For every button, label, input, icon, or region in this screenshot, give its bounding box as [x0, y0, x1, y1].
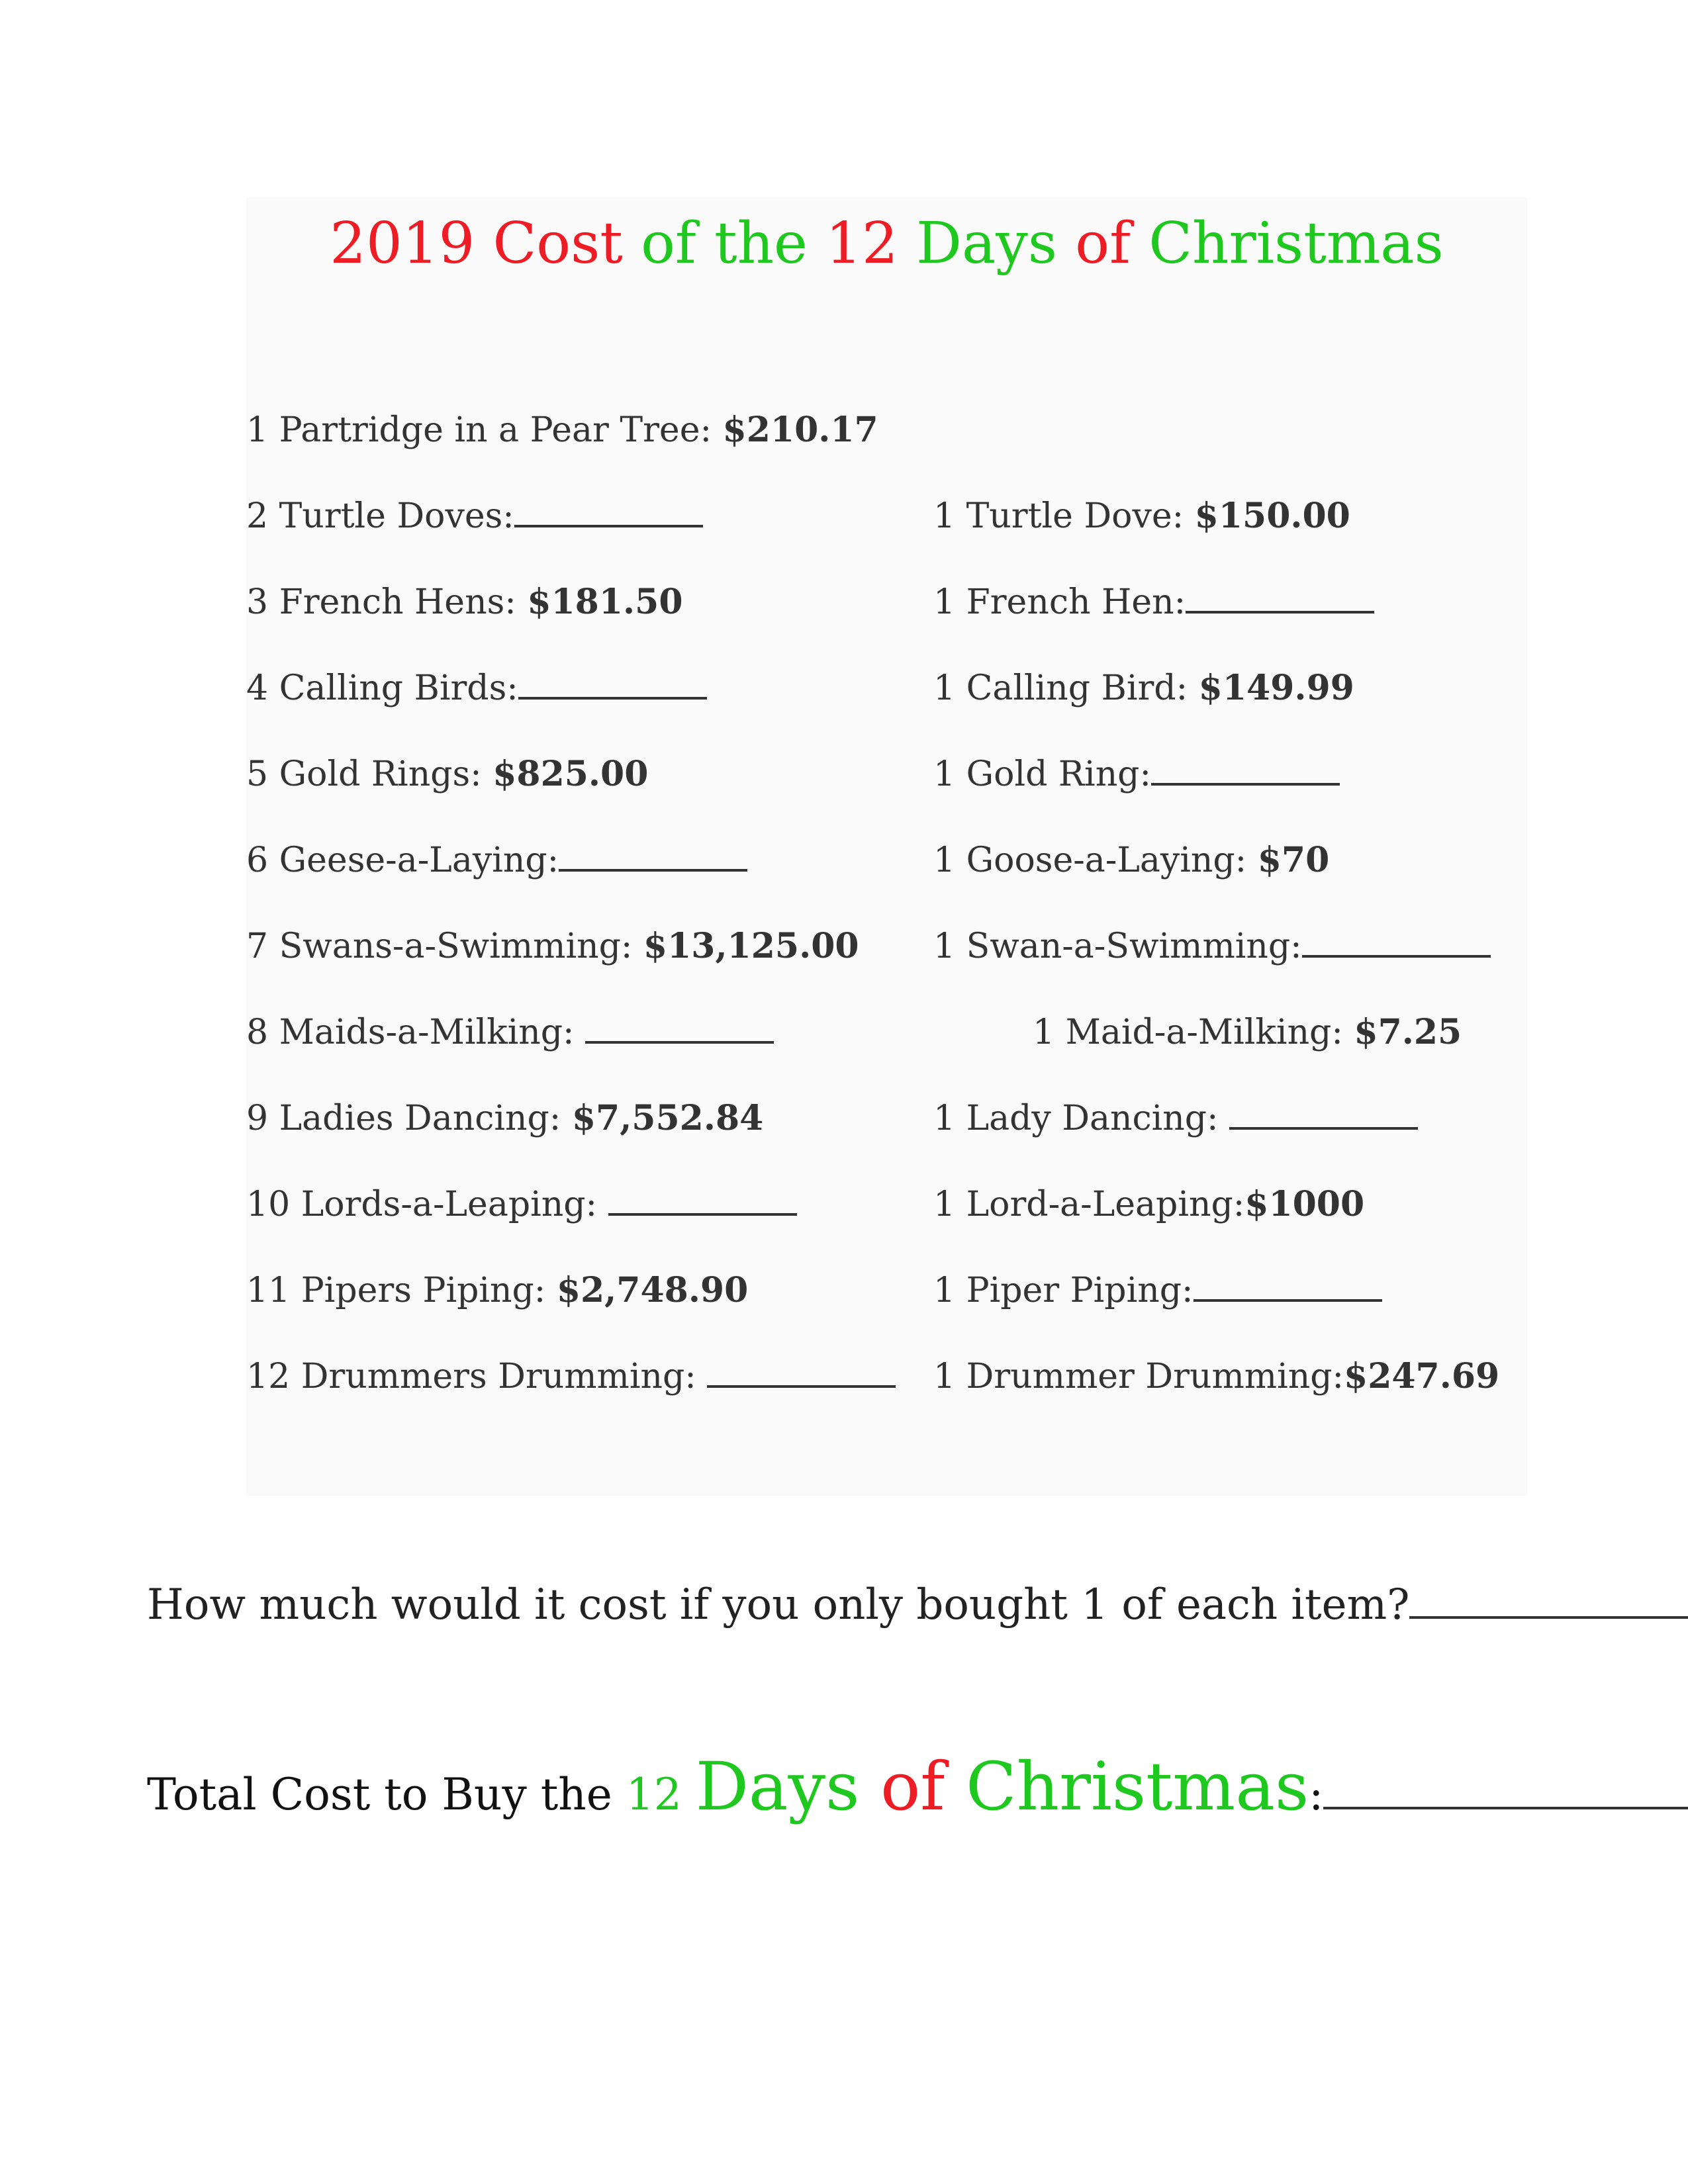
title-part: Christmas: [1149, 210, 1444, 277]
fill-in-blank[interactable]: [514, 522, 703, 527]
question-line: [147, 1569, 1688, 1641]
right-item: [933, 1350, 1499, 1403]
left-item: [246, 1006, 774, 1059]
left-item: [246, 662, 707, 715]
fill-in-blank[interactable]: [1186, 608, 1374, 614]
fill-in-blank[interactable]: [608, 1210, 797, 1216]
item-label: 2 Turtle Doves:: [246, 496, 514, 536]
fill-in-blank[interactable]: [585, 1038, 774, 1044]
item-label: 1 French Hen:: [933, 582, 1186, 622]
fill-in-blank[interactable]: [559, 866, 747, 872]
total-highlight-part: of: [880, 1748, 966, 1825]
question-text: How much would it cost if you only bought 1 of each item?: [147, 1580, 1410, 1629]
right-item: [933, 576, 1374, 629]
item-amount: $7.25: [1354, 1012, 1462, 1052]
item-label: 1 Drummer Drumming:: [933, 1357, 1344, 1396]
item-label: 1 Gold Ring:: [933, 754, 1151, 794]
title-part: 2019 Cost: [330, 210, 641, 277]
left-item: [246, 490, 703, 543]
item-label: 1 Lady Dancing:: [933, 1099, 1230, 1138]
right-item: [933, 920, 1491, 973]
item-label: 1 Swan-a-Swimming:: [933, 927, 1302, 966]
title-part: of: [1075, 210, 1149, 277]
left-item: [246, 1178, 797, 1231]
item-label: 6 Geese-a-Laying:: [246, 841, 559, 880]
fill-in-blank[interactable]: [1151, 780, 1340, 786]
item-amount: $2,748.90: [556, 1270, 749, 1310]
right-item: [933, 1178, 1364, 1231]
total-highlight: [626, 1748, 1309, 1825]
left-item: [246, 920, 859, 973]
left-item: [246, 834, 747, 887]
left-item: [246, 1264, 748, 1317]
item-label: 5 Gold Rings:: [246, 754, 493, 794]
item-label: 1 Piper Piping:: [933, 1271, 1194, 1310]
item-amount: $7,552.84: [571, 1098, 764, 1138]
right-item: [933, 1264, 1382, 1317]
item-amount: $825.00: [492, 754, 649, 794]
left-item: [246, 1092, 763, 1145]
left-item: [246, 404, 878, 457]
item-label: 1 Calling Bird:: [933, 668, 1199, 708]
item-amount: $247.69: [1344, 1356, 1500, 1396]
fill-in-blank[interactable]: [518, 694, 707, 700]
total-blank[interactable]: [1323, 1804, 1688, 1809]
item-label: 1 Maid-a-Milking:: [1033, 1013, 1354, 1052]
total-highlight-part: Days: [695, 1748, 881, 1825]
total-line: [147, 1741, 1688, 1841]
fill-in-blank[interactable]: [707, 1383, 896, 1388]
answer-blank[interactable]: [1409, 1614, 1688, 1619]
item-amount: $181.50: [527, 582, 683, 622]
worksheet-title: [246, 197, 1527, 290]
item-label: 1 Goose-a-Laying:: [933, 841, 1258, 880]
left-item: [246, 748, 648, 801]
title-part: 12: [825, 210, 917, 277]
fill-in-blank[interactable]: [1229, 1124, 1418, 1130]
item-amount: $149.99: [1198, 668, 1354, 708]
total-suffix: :: [1309, 1769, 1324, 1820]
right-item: [933, 490, 1350, 543]
item-label: 7 Swans-a-Swimming:: [246, 927, 643, 966]
item-label: 10 Lords-a-Leaping:: [246, 1185, 608, 1224]
left-item: [246, 576, 683, 629]
fill-in-blank[interactable]: [1302, 952, 1491, 958]
item-amount: $210.17: [722, 410, 878, 450]
item-label: 1 Lord-a-Leaping:: [933, 1185, 1245, 1224]
fill-in-blank[interactable]: [1194, 1297, 1382, 1302]
item-amount: $150.00: [1194, 496, 1350, 536]
item-amount: $1000: [1244, 1184, 1365, 1224]
item-label: 3 French Hens:: [246, 582, 528, 622]
item-label: 11 Pipers Piping:: [246, 1271, 557, 1310]
title-part: Days: [916, 210, 1076, 277]
item-label: 12 Drummers Drumming:: [246, 1357, 708, 1396]
item-amount: $70: [1257, 840, 1330, 880]
title-part: of the: [641, 210, 826, 277]
item-amount: $13,125.00: [643, 926, 859, 966]
item-label: 9 Ladies Dancing:: [246, 1099, 572, 1138]
left-item: [246, 1350, 896, 1403]
total-prefix: Total Cost to Buy the: [147, 1769, 626, 1820]
item-label: 8 Maids-a-Milking:: [246, 1013, 586, 1052]
item-label: 4 Calling Birds:: [246, 668, 518, 708]
item-label: 1 Turtle Dove:: [933, 496, 1195, 536]
right-item: [933, 748, 1340, 801]
total-highlight-part: Christmas: [966, 1748, 1309, 1825]
right-item: [933, 834, 1329, 887]
total-highlight-part: 12: [626, 1769, 696, 1820]
item-label: 1 Partridge in a Pear Tree:: [246, 410, 723, 450]
right-item: [933, 1092, 1418, 1145]
right-item: [1033, 1006, 1462, 1059]
right-item: [933, 662, 1354, 715]
